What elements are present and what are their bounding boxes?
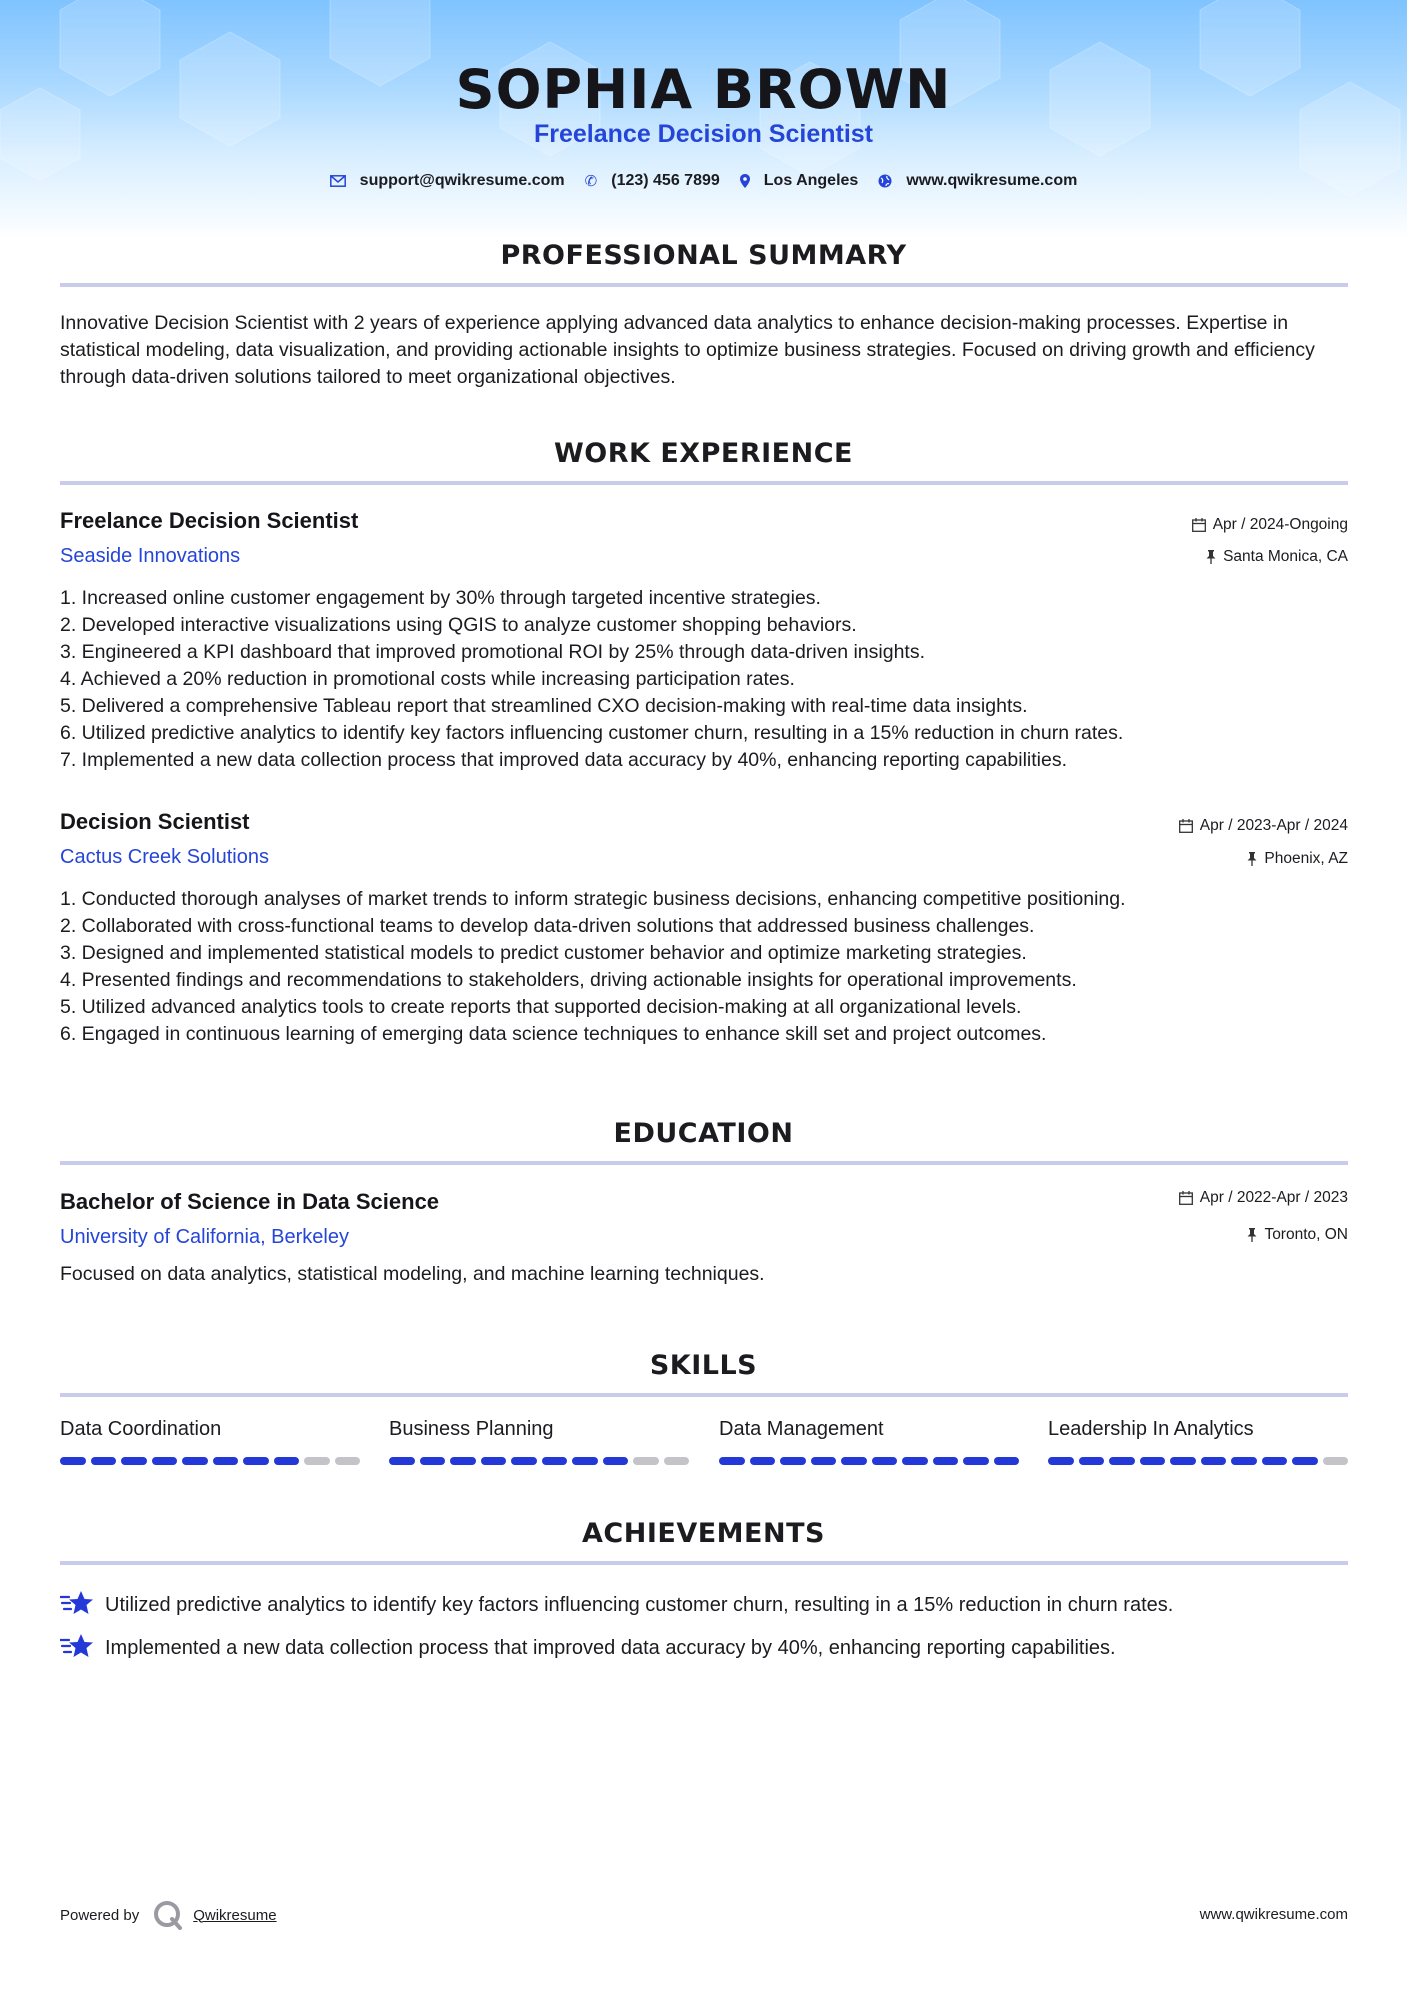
list-item: 4. Achieved a 20% reduction in promotional costs while increasing participation rates. [60, 668, 795, 690]
list-item: 3. Engineered a KPI dashboard that improved promotional ROI by 25% through data-driven insights. [60, 641, 926, 663]
skill-segment-empty [304, 1457, 330, 1465]
skill-segment-filled [213, 1457, 239, 1465]
skill-segment-filled [542, 1457, 568, 1465]
skill-segment-filled [963, 1457, 989, 1465]
skill-segment-filled [933, 1457, 959, 1465]
achievement-item [60, 1589, 1173, 1622]
contact-phone[interactable] [585, 172, 720, 190]
skill-segment-filled [182, 1457, 208, 1465]
education-dates-text: Apr / 2022-Apr / 2023 [1199, 1189, 1348, 1206]
skill-segment-filled [1140, 1457, 1166, 1465]
list-item: 1. Conducted thorough analyses of market trends to inform strategic business decisions, enhancing competitive positioning. [60, 888, 1126, 910]
qwikresume-link[interactable]: Qwikresume [193, 1906, 277, 1924]
list-item: 7. Implemented a new data collection process that improved data accuracy by 40%, enhancing reporting capabilities. [60, 749, 1067, 771]
calendar-icon [1179, 819, 1193, 833]
education-location-text: Toronto, ON [1264, 1226, 1348, 1243]
skill-segment-filled [1231, 1457, 1257, 1465]
education-location [1247, 1226, 1348, 1244]
job-dates-text: Apr / 2023-Apr / 2024 [1199, 817, 1348, 834]
job-bullets [60, 886, 1350, 1048]
job-title: Decision Scientist [60, 809, 250, 834]
envelope-icon [330, 175, 346, 187]
skill-segment-empty [1323, 1457, 1349, 1465]
education-heading: EDUCATION [613, 1118, 794, 1149]
achievements-heading: ACHIEVEMENTS [582, 1518, 825, 1549]
skill-segment-filled [1201, 1457, 1227, 1465]
skill-level-bar [60, 1457, 360, 1465]
skill-segment-filled [603, 1457, 629, 1465]
skill-segment-filled [780, 1457, 806, 1465]
skill-label: Leadership In Analytics [1048, 1418, 1254, 1440]
skill-segment-filled [1292, 1457, 1318, 1465]
job-location-text: Phoenix, AZ [1264, 850, 1348, 867]
skill-segment-filled [902, 1457, 928, 1465]
list-item: 1. Increased online customer engagement by 30% through targeted incentive strategies. [60, 587, 821, 609]
qwikresume-logo-icon [153, 1900, 183, 1930]
achievement-item [60, 1632, 1116, 1665]
skill-segment-filled [811, 1457, 837, 1465]
company-name: Seaside Innovations [60, 545, 241, 567]
contact-phone-text: (123) 456 7899 [611, 172, 720, 189]
skill-segment-filled [389, 1457, 415, 1465]
contact-website-text: www.qwikresume.com [906, 172, 1078, 189]
skill-item [389, 1418, 689, 1465]
experience-divider [60, 481, 1348, 485]
education-description: Focused on data analytics, statistical modeling, and machine learning techniques. [60, 1263, 765, 1285]
skill-segment-filled [1109, 1457, 1135, 1465]
skill-level-bar [1048, 1457, 1348, 1465]
school-name: University of California, Berkeley [60, 1226, 349, 1248]
job-dates-text: Apr / 2024-Ongoing [1212, 516, 1348, 533]
summary-heading: PROFESSIONAL SUMMARY [500, 240, 907, 271]
degree-title: Bachelor of Science in Data Science [60, 1189, 440, 1214]
job-location [1206, 548, 1348, 566]
contact-email-text: support@qwikresume.com [359, 172, 565, 189]
skill-segment-filled [481, 1457, 507, 1465]
pushpin-icon [1247, 852, 1257, 866]
skill-level-bar [719, 1457, 1019, 1465]
achievements-divider [60, 1561, 1348, 1565]
contact-location-text: Los Angeles [763, 172, 859, 189]
list-item: 3. Designed and implemented statistical models to predict customer behavior and optimize marketing strategies. [60, 942, 1027, 964]
pushpin-icon [1206, 550, 1216, 564]
calendar-icon [1179, 1191, 1193, 1205]
job-dates [1192, 516, 1348, 534]
skill-segment-filled [750, 1457, 776, 1465]
skill-label: Business Planning [389, 1418, 554, 1440]
skill-segment-filled [274, 1457, 300, 1465]
job-location-text: Santa Monica, CA [1223, 548, 1348, 565]
skill-item [1048, 1418, 1348, 1465]
skill-item [719, 1418, 1019, 1465]
candidate-role: Freelance Decision Scientist [533, 120, 874, 148]
education-divider [60, 1161, 1348, 1165]
education-dates [1179, 1189, 1348, 1207]
contact-bar [0, 172, 1407, 190]
skill-segment-filled [572, 1457, 598, 1465]
star-icon [60, 1589, 93, 1622]
skill-segment-filled [872, 1457, 898, 1465]
skill-segment-filled [91, 1457, 117, 1465]
skill-level-bar [389, 1457, 689, 1465]
job-title: Freelance Decision Scientist [60, 508, 359, 533]
skill-segment-filled [719, 1457, 745, 1465]
skills-heading: SKILLS [649, 1350, 758, 1381]
skill-segment-filled [1048, 1457, 1074, 1465]
calendar-icon [1192, 518, 1206, 532]
contact-website[interactable] [878, 172, 1077, 190]
skill-segment-filled [121, 1457, 147, 1465]
experience-heading: WORK EXPERIENCE [554, 438, 853, 469]
skill-segment-filled [1262, 1457, 1288, 1465]
skill-segment-empty [335, 1457, 361, 1465]
list-item: 5. Delivered a comprehensive Tableau report that streamlined CXO decision-making with real-time data insights. [60, 695, 1028, 717]
globe-icon [878, 174, 892, 188]
summary-text: Innovative Decision Scientist with 2 years of experience applying advanced data analytics to enhance decision-making processes. Expertise in statistical modeling, data visualization, and providing actionable insights to optimize business strategies. Focused on driving growth and efficiency through data-driven solutions tailored to meet organizational objectives. [60, 312, 1315, 388]
star-icon [60, 1632, 93, 1665]
contact-location [740, 172, 859, 190]
skill-segment-filled [841, 1457, 867, 1465]
skill-segment-filled [243, 1457, 269, 1465]
summary-divider [60, 283, 1348, 287]
skill-segment-empty [664, 1457, 690, 1465]
skill-segment-filled [1079, 1457, 1105, 1465]
skill-segment-empty [633, 1457, 659, 1465]
list-item: 4. Presented findings and recommendations to stakeholders, driving actionable insights for operational improvements. [60, 969, 1077, 991]
list-item: 5. Utilized advanced analytics tools to create reports that supported decision-making at all organizational levels. [60, 996, 1022, 1018]
skills-divider [60, 1393, 1348, 1397]
skill-segment-filled [450, 1457, 476, 1465]
footer-powered-by [60, 1900, 277, 1930]
skill-segment-filled [60, 1457, 86, 1465]
list-item: 2. Developed interactive visualizations using QGIS to analyze customer shopping behaviors. [60, 614, 857, 636]
skill-segment-filled [420, 1457, 446, 1465]
job-bullets [60, 585, 1350, 774]
skill-segment-filled [994, 1457, 1020, 1465]
company-name: Cactus Creek Solutions [60, 846, 269, 868]
list-item: 6. Utilized predictive analytics to identify key factors influencing customer churn, resulting in a 15% reduction in churn rates. [60, 722, 1124, 744]
pushpin-icon [1247, 1228, 1257, 1242]
contact-email[interactable] [330, 172, 565, 190]
achievement-text: Implemented a new data collection process that improved data accuracy by 40%, enhancing reporting capabilities. [105, 1637, 1116, 1659]
skill-segment-filled [1170, 1457, 1196, 1465]
skill-label: Data Coordination [60, 1418, 222, 1440]
skill-segment-filled [511, 1457, 537, 1465]
map-pin-icon [740, 174, 750, 188]
footer-url[interactable]: www.qwikresume.com [1199, 1906, 1348, 1923]
phone-icon: ✆ [584, 173, 598, 190]
achievement-text: Utilized predictive analytics to identify key factors influencing customer churn, resulting in a 15% reduction in churn rates. [105, 1594, 1174, 1616]
skill-label: Data Management [719, 1418, 884, 1440]
skill-segment-filled [152, 1457, 178, 1465]
job-location [1247, 850, 1348, 868]
list-item: 2. Collaborated with cross-functional teams to develop data-driven solutions that addressed business challenges. [60, 915, 1035, 937]
skill-item [60, 1418, 360, 1465]
powered-by-label: Powered by [60, 1906, 140, 1924]
job-dates [1179, 817, 1348, 835]
candidate-name: SOPHIA BROWN [455, 58, 952, 121]
list-item: 6. Engaged in continuous learning of emerging data science techniques to enhance skill set and project outcomes. [60, 1023, 1047, 1045]
